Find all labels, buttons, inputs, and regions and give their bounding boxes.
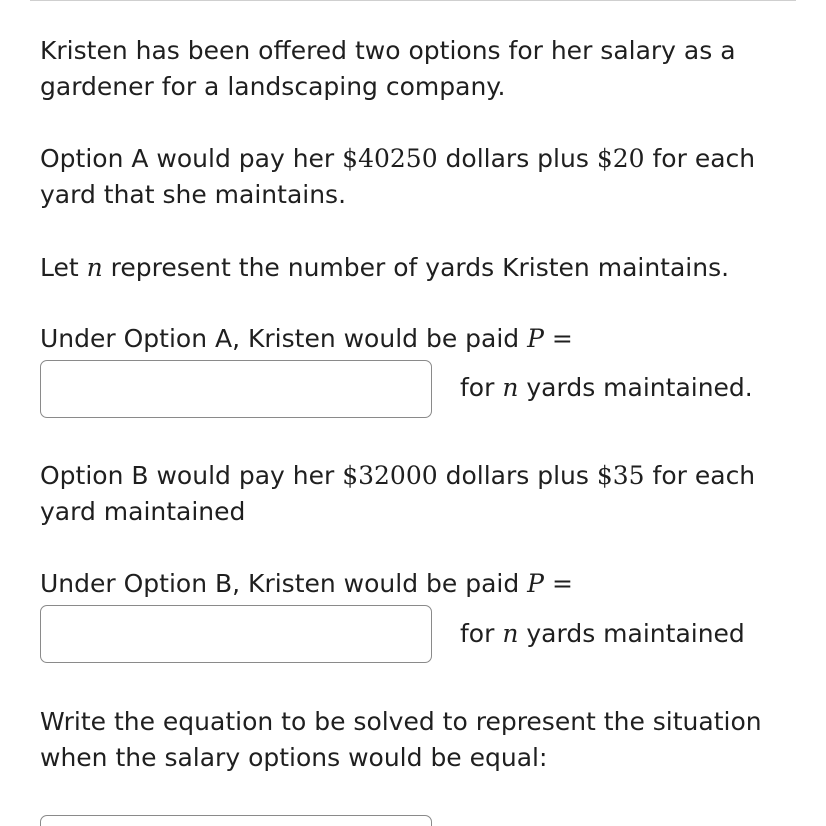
option-a-answer-input[interactable]	[40, 360, 432, 418]
variable-definition: Let n represent the number of yards Kristen maintains.	[40, 253, 730, 282]
option-b-answer-input[interactable]	[40, 605, 432, 663]
top-divider	[30, 0, 796, 1]
option-b-description: Option B would pay her $32000 dollars plus $35 for each yard maintained	[40, 461, 756, 526]
option-b-question: Under Option B, Kristen would be paid P =	[40, 569, 573, 598]
intro-text: Kristen has been offered two options for her salary as a gardener for a landscaping company.	[40, 36, 736, 101]
equation-answer-input[interactable]	[40, 815, 432, 826]
option-a-question: Under Option A, Kristen would be paid P =	[40, 324, 573, 353]
option-a-description: Option A would pay her $40250 dollars plus $20 for each yard that she maintains.	[40, 144, 756, 209]
option-b-units-label: for n yards maintained	[460, 619, 745, 648]
option-a-units-label: for n yards maintained.	[460, 373, 753, 402]
equation-prompt: Write the equation to be solved to represent the situation when the salary options would be equal:	[40, 707, 762, 772]
